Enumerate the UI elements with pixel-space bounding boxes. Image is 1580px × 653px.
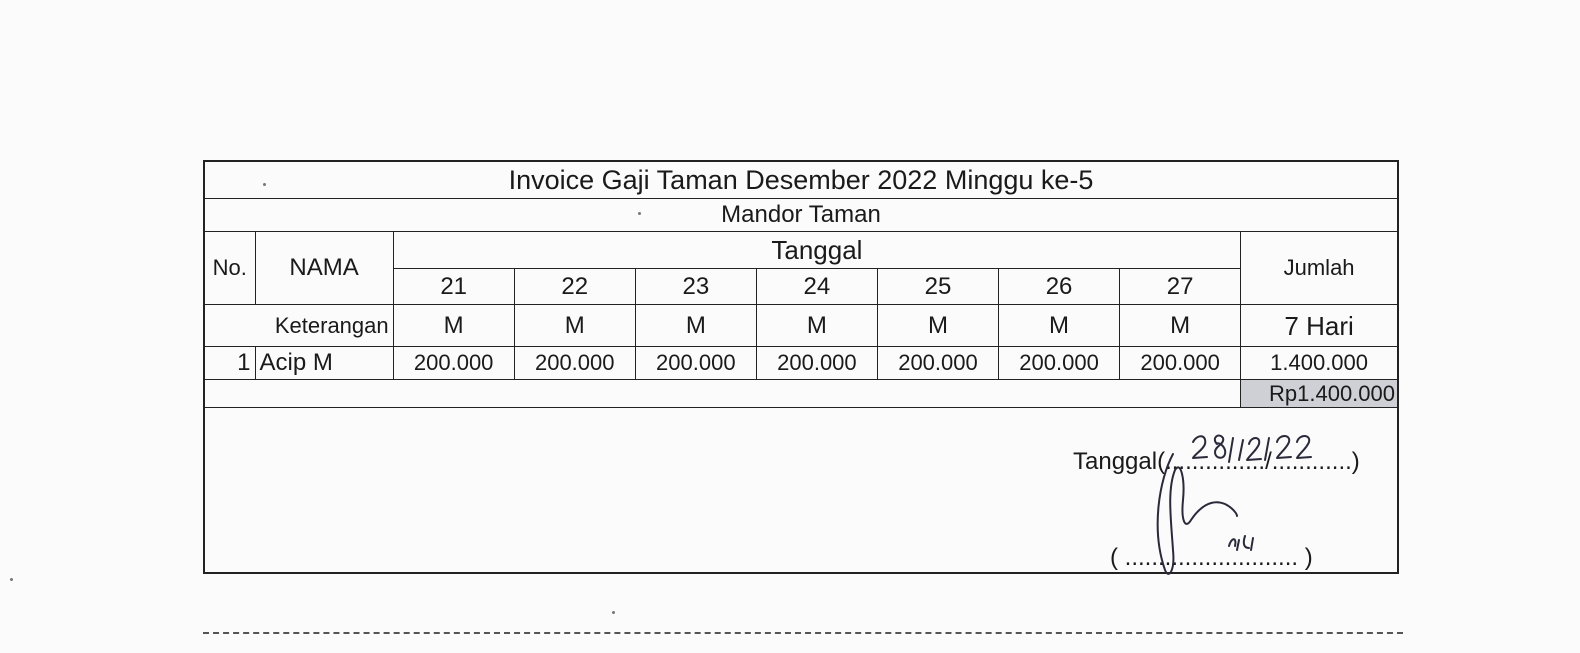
scan-speck — [612, 611, 615, 614]
amount-cell: 200.000 — [635, 347, 756, 380]
header-nama: NAMA — [255, 232, 393, 305]
header-no: No. — [205, 232, 255, 305]
date-cell: 22 — [514, 269, 635, 305]
total-spacer — [205, 380, 1241, 408]
amount-cell: 200.000 — [393, 347, 514, 380]
row-jumlah: 1.400.000 — [1241, 347, 1397, 380]
keterangan-cell: M — [756, 305, 877, 347]
date-cell: 23 — [635, 269, 756, 305]
signature-date-blank: (.............../............) — [1157, 448, 1360, 475]
invoice-box — [203, 160, 1399, 574]
scan-speck — [638, 212, 641, 215]
amount-cell: 200.000 — [514, 347, 635, 380]
keterangan-cell: M — [1120, 305, 1241, 347]
date-cell: 26 — [999, 269, 1120, 305]
keterangan-cell: M — [877, 305, 998, 347]
amount-cell: 200.000 — [756, 347, 877, 380]
row-number: 1 — [205, 347, 255, 380]
dashed-cut-line — [203, 632, 1403, 634]
date-cell: 24 — [756, 269, 877, 305]
invoice-table — [205, 162, 1397, 408]
date-cell: 25 — [877, 269, 998, 305]
header-tanggal: Tanggal — [393, 232, 1241, 269]
signature-date-label: Tanggal — [1073, 448, 1158, 475]
date-cell: 21 — [393, 269, 514, 305]
keterangan-label: Keterangan — [205, 305, 393, 347]
keterangan-cell: M — [999, 305, 1120, 347]
amount-cell: 200.000 — [877, 347, 998, 380]
total-row — [205, 380, 1397, 408]
keterangan-cell: M — [393, 305, 514, 347]
keterangan-total: 7 Hari — [1241, 305, 1397, 347]
amount-cell: 200.000 — [1120, 347, 1241, 380]
keterangan-cell: M — [514, 305, 635, 347]
keterangan-row — [205, 305, 1397, 347]
date-cell: 27 — [1120, 269, 1241, 305]
row-name: Acip M — [255, 347, 393, 380]
amount-cell: 200.000 — [999, 347, 1120, 380]
grand-total: Rp1.400.000 — [1241, 380, 1397, 408]
invoice-title: Invoice Gaji Taman Desember 2022 Minggu ke-5 — [205, 162, 1397, 199]
keterangan-cell: M — [635, 305, 756, 347]
table-row — [205, 347, 1397, 380]
signature-date-line — [1073, 448, 1360, 476]
signature-name-line: ( .......................... ) — [1110, 544, 1313, 571]
header-jumlah: Jumlah — [1241, 232, 1397, 305]
signature-area — [205, 420, 1397, 572]
invoice-subtitle: Mandor Taman — [205, 199, 1397, 232]
scan-speck — [10, 578, 13, 581]
scan-speck — [263, 183, 266, 186]
